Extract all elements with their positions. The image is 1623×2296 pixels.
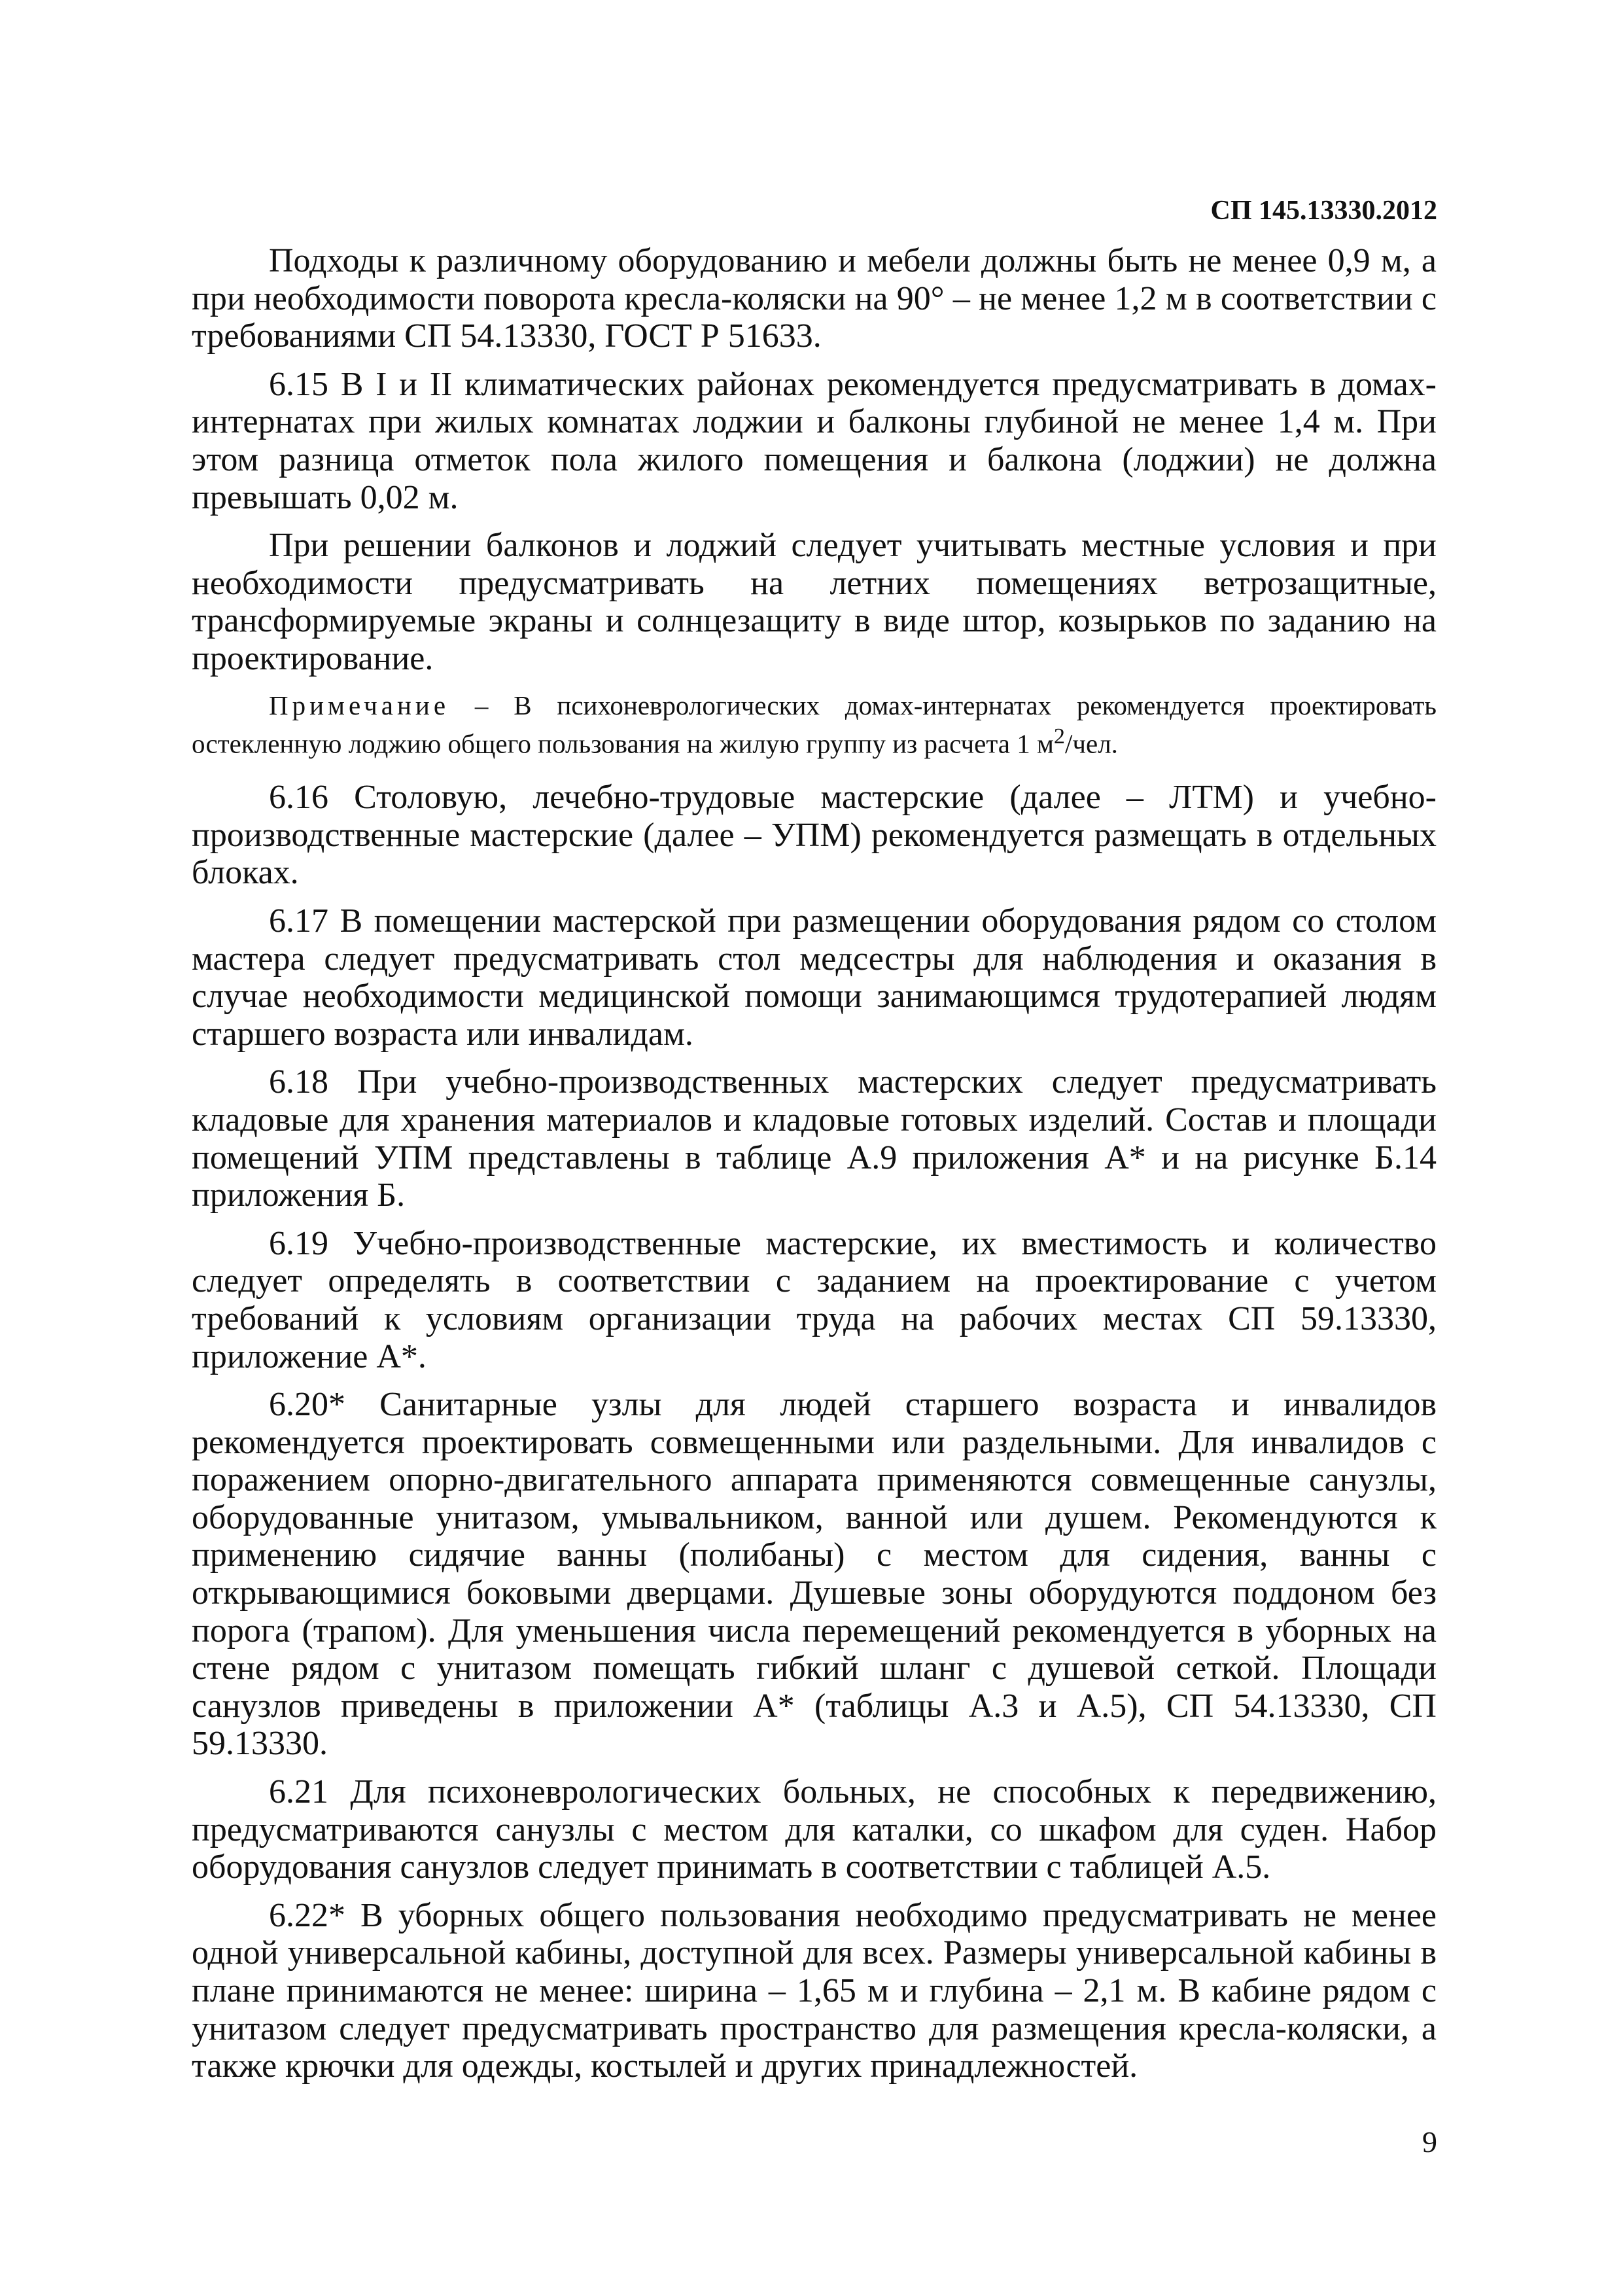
document-header: СП 145.13330.2012 bbox=[1210, 196, 1437, 226]
page-content bbox=[192, 242, 1437, 2085]
paragraph-6-19: 6.19 Учебно-производственные мастерские, их вместимость и количество следует определять в соответствии с заданием на проектирование с учетом требований к условиям организации труда на рабочих местах СП 59.13330, приложение А*. bbox=[192, 1224, 1437, 1375]
paragraph-balconies: При решении балконов и лоджий следует учитывать местные условия и при необходимости предусматривать на летних помещениях ветрозащитные, трансформируемые экраны и солнцезащиту в виде штор, козырьков по заданию на проектирование. bbox=[192, 527, 1437, 677]
paragraph-6-17: 6.17 В помещении мастерской при размещении оборудования рядом со столом мастера следует предусматривать стол медсестры для наблюдения и оказания в случае необходимости медицинской помощи занимающимся трудотерапией людям старшего возраста или инвалидам. bbox=[192, 902, 1437, 1053]
paragraph-6-22: 6.22* В уборных общего пользования необходимо предусматривать не менее одной универсальной кабины, доступной для всех. Размеры универсальной кабины в плане принимаются не менее: ширина – 1,65 м и глубина – 2,1 м. В кабине рядом с унитазом следует предусматривать пространство для размещения кресла-коляски, а также крючки для одежды, костылей и других принадлежностей. bbox=[192, 1896, 1437, 2085]
paragraph-6-18: 6.18 При учебно-производственных мастерских следует предусматривать кладовые для хранения материалов и кладовые готовых изделий. Состав и площади помещений УПМ представлены в таблице А.9 приложения А* и на рисунке Б.14 приложения Б. bbox=[192, 1063, 1437, 1214]
paragraph-approaches: Подходы к различному оборудованию и мебели должны быть не менее 0,9 м, а при необходимости поворота кресла-коляски на 90° – не менее 1,2 м в соответствии с требованиями СП 54.13330, ГОСТ Р 51633. bbox=[192, 242, 1437, 355]
page-number: 9 bbox=[1422, 2125, 1437, 2159]
note-text-end: /чел. bbox=[1064, 728, 1118, 759]
note-superscript: 2 bbox=[1053, 724, 1065, 749]
paragraph-6-20: 6.20* Санитарные узлы для людей старшего возраста и инвалидов рекомендуется проектировать совмещенными или раздельными. Для инвалидов с поражением опорно-двигательного аппарата применяются совмещенные санузлы, оборудованные унитазом, умывальником, ванной или душем. Рекомендуются к применению сидячие ванны (полибаны) с местом для сидения, ванны с открывающимися боковыми дверцами. Душевые зоны оборудуются поддоном без порога (трапом). Для уменьшения числа перемещений рекомендуется в уборных на стене рядом с унитазом помещать гибкий шланг с душевой сеткой. Площади санузлов приведены в приложении А* (таблицы А.3 и А.5), СП 54.13330, СП 59.13330. bbox=[192, 1386, 1437, 1763]
paragraph-6-21: 6.21 Для психоневрологических больных, не способных к передвижению, предусматриваются санузлы с местом для каталки, со шкафом для суден. Набор оборудования санузлов следует принимать в соответствии с таблицей А.5. bbox=[192, 1773, 1437, 1886]
paragraph-6-15: 6.15 В I и II климатических районах рекомендуется предусматривать в домах-интернатах при жилых комнатах лоджии и балконы глубиной не менее 1,4 м. При этом разница отметок пола жилого помещения и балкона (лоджии) не должна превышать 0,02 м. bbox=[192, 365, 1437, 516]
note-label: Примечание bbox=[269, 690, 450, 720]
note bbox=[192, 690, 1437, 760]
note-text: – В психоневрологических домах-интернатах рекомендуется проектировать остекленную лоджию общего пользования на жилую группу из расчета 1 м bbox=[192, 690, 1437, 759]
paragraph-6-16: 6.16 Столовую, лечебно-трудовые мастерские (далее – ЛТМ) и учебно-производственные мастерские (далее – УПМ) рекомендуется размещать в отдельных блоках. bbox=[192, 779, 1437, 892]
